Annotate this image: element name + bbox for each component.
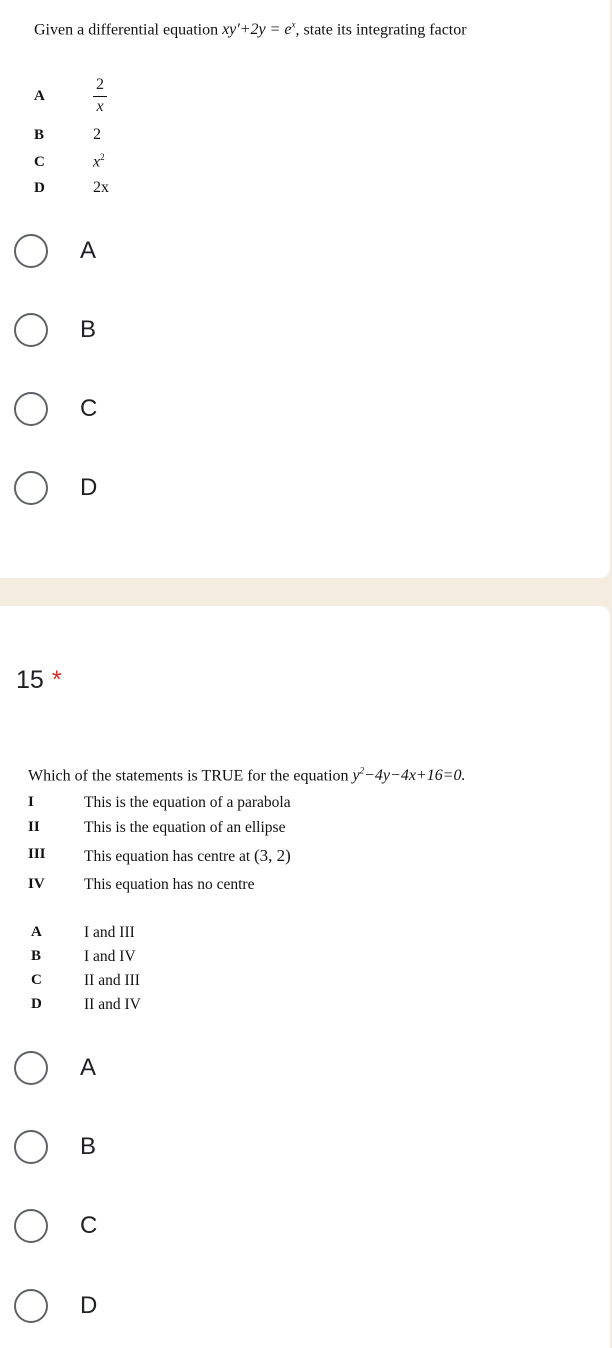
radio-label: C	[80, 1212, 98, 1239]
radio-choice-a[interactable]	[14, 229, 96, 273]
question-14-equation: $xy'+2y = e^x$	[222, 20, 296, 39]
radio-choice-a[interactable]	[14, 1046, 96, 1090]
option-letter: D	[34, 180, 45, 196]
option-letter: C	[31, 972, 42, 988]
question-number: 15	[16, 666, 44, 694]
statement-numeral: I	[28, 794, 34, 810]
question-14-prompt-text: Given a differential equation	[34, 21, 219, 39]
radio-label: B	[80, 1133, 97, 1160]
option-letter: A	[34, 88, 45, 104]
radio-choice-b[interactable]	[14, 1125, 96, 1169]
radio-button[interactable]	[14, 1130, 48, 1164]
question-15-prompt	[28, 766, 466, 785]
radio-choice-c[interactable]	[14, 1204, 97, 1248]
radio-label: A	[80, 1054, 97, 1081]
radio-choice-b[interactable]	[14, 308, 96, 352]
option-b-value: 2	[93, 126, 101, 143]
statement-numeral: III	[28, 846, 46, 862]
option-letter: C	[34, 154, 45, 170]
radio-choice-d[interactable]	[14, 466, 97, 510]
radio-button[interactable]	[14, 234, 48, 268]
radio-button[interactable]	[14, 471, 48, 505]
option-letter: B	[31, 948, 42, 964]
option-letter: A	[31, 924, 42, 940]
radio-button[interactable]	[14, 392, 48, 426]
radio-label: A	[80, 237, 97, 264]
question-14-prompt-suffix: , state its integrating factor	[295, 21, 467, 39]
radio-button[interactable]	[14, 1051, 48, 1085]
statement-text: This is the equation of an ellipse	[84, 819, 286, 836]
radio-button[interactable]	[14, 313, 48, 347]
statement-text: This equation has no centre	[84, 876, 255, 893]
option-letter: D	[31, 996, 42, 1012]
statement-text: This equation has centre at (3, 2)	[84, 846, 291, 865]
radio-button[interactable]	[14, 1289, 48, 1323]
question-14-prompt	[34, 20, 467, 39]
question-15-title	[16, 666, 62, 695]
question-card-14	[0, 0, 610, 578]
option-value: I and IV	[84, 948, 136, 965]
radio-label: C	[80, 395, 98, 422]
radio-choice-d[interactable]	[14, 1284, 97, 1328]
radio-label: D	[80, 1292, 98, 1319]
statement-numeral: II	[28, 819, 40, 835]
option-c-value: $x^2$	[93, 152, 105, 171]
radio-label: B	[80, 316, 97, 343]
question-15-equation: $y^2-4y-4x+16=0$.	[352, 766, 466, 785]
option-d-value: 2x	[93, 179, 109, 196]
statement-numeral: IV	[28, 876, 45, 892]
question-15-prompt-text: Which of the statements is TRUE for the equation	[28, 767, 349, 785]
option-value: II and IV	[84, 996, 141, 1013]
option-letter: B	[34, 127, 45, 143]
radio-choice-c[interactable]	[14, 387, 97, 431]
radio-label: D	[80, 474, 98, 501]
option-value: II and III	[84, 972, 140, 989]
question-card-15	[0, 606, 610, 1348]
option-value: I and III	[84, 924, 135, 941]
radio-button[interactable]	[14, 1209, 48, 1243]
option-a-value: 2 x	[93, 76, 107, 115]
statement-text: This is the equation of a parabola	[84, 794, 291, 811]
required-asterisk: *	[51, 666, 62, 694]
